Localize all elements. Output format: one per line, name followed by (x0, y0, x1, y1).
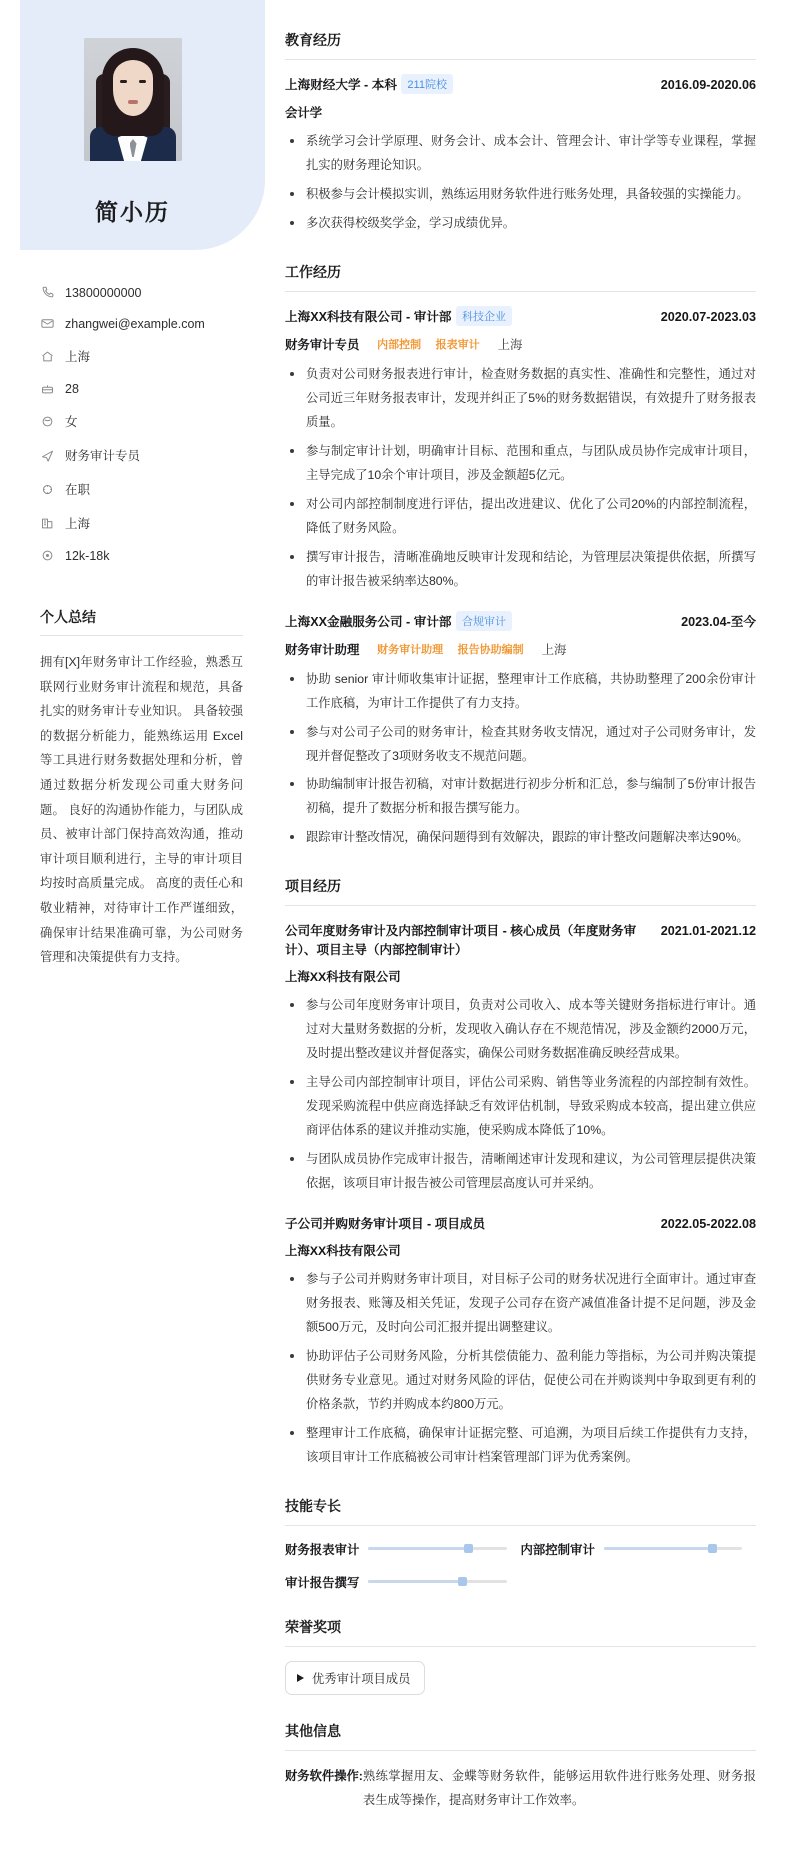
list-item: 积极参与会计模拟实训，熟练运用财务软件进行账务处理，具备较强的实操能力。 (285, 183, 756, 207)
project-company: 上海XX科技有限公司 (285, 1244, 401, 1259)
education-entry-header (285, 74, 756, 94)
summary-text: 拥有[X]年财务审计工作经验，熟悉互联网行业财务审计流程和规范，具备扎实的财务审计专业知识。 具备较强的数据分析能力，能熟练运用 Excel 等工具进行财务数据处理和分析，曾通过数据分析发现公司重大财务问题。 良好的沟通协作能力，与团队成员、被审计部门保持高效沟通，推动审计项目顺利进行，主导的审计项目均按时高质量完成。 高度的责任心和敬业精神，对待审计工作严谨细致，确保审计结果准确可靠，为公司财务管理和决策提供有力支持。 (40, 655, 243, 965)
summary-section (40, 607, 243, 970)
project-date: 2021.01-2021.12 (660, 924, 756, 939)
work-role-tag: 报告协助编制 (457, 643, 524, 656)
work-section (285, 262, 756, 851)
contact-value-hometown: 上海 (65, 350, 91, 364)
list-item: 对公司内部控制制度进行评估，提出改进建议、优化了公司20%的内部控制流程，降低了财务风险。 (285, 493, 756, 541)
play-triangle-icon (297, 1674, 304, 1682)
contact-value-city: 上海 (65, 517, 91, 531)
contact-value-position: 财务审计专员 (65, 449, 141, 463)
project-name: 公司年度财务审计及内部控制审计项目 - 核心成员（年度财务审计）、项目主导（内部控制审计） (285, 924, 637, 958)
skill-slider-knob[interactable] (708, 1544, 717, 1553)
contact-item-position (40, 446, 265, 464)
list-item: 多次获得校级奖学金，学习成绩优异。 (285, 212, 756, 236)
list-item: 撰写审计报告，清晰准确地反映审计发现和结论，为管理层决策提供依据，所撰写的审计报告被采纳率达80%。 (285, 546, 756, 594)
work-company: 上海XX金融服务公司 - 审计部 (285, 614, 452, 629)
contact-value-gender: 女 (65, 415, 78, 429)
other-section (285, 1721, 756, 1813)
work-bullets (285, 363, 756, 594)
list-item: 参与子公司并购财务审计项目，对目标子公司的财务状况进行全面审计。通过审查财务报表、账簿及相关凭证，发现子公司存在资产减值准备计提不足问题，涉及金额500万元，及时向公司汇报并提出调整建议。 (285, 1268, 756, 1340)
status-icon (40, 482, 55, 497)
education-entry (285, 74, 756, 236)
gender-icon (40, 414, 55, 429)
list-item: 参与对公司子公司的财务审计，检查其财务收支情况，通过对子公司财务审计，发现并督促整改了3项财务收支不规范问题。 (285, 721, 756, 769)
rocket-icon (40, 448, 55, 463)
other-value: 熟练掌握用友、金蝶等财务软件，能够运用软件进行账务处理、财务报表生成等操作，提高财务审计工作效率。 (362, 1768, 756, 1807)
contact-value-status: 在职 (65, 483, 91, 497)
contact-item-hometown (40, 347, 265, 365)
skill-slider-knob[interactable] (464, 1544, 473, 1553)
sidebar (0, 0, 265, 1869)
honor-chip[interactable] (285, 1661, 425, 1695)
work-role-tag: 内部控制 (377, 338, 422, 351)
projects-title: 项目经历 (285, 876, 756, 906)
contact-item-salary (40, 548, 265, 563)
list-item: 系统学习会计学原理、财务会计、成本会计、管理会计、审计学等专业课程，掌握扎实的财务理论知识。 (285, 130, 756, 178)
salary-icon (40, 548, 55, 563)
list-item: 与团队成员协作完成审计报告，清晰阐述审计发现和建议，为公司管理层提供决策依据，该项目审计报告被公司管理层高度认可并采纳。 (285, 1148, 756, 1196)
contact-item-status (40, 480, 265, 498)
honors-list (285, 1661, 756, 1695)
project-entry (285, 920, 756, 1196)
education-major: 会计学 (285, 106, 323, 120)
project-entry (285, 1213, 756, 1470)
skill-label: 财务报表审计 (285, 1542, 360, 1557)
avatar (84, 38, 182, 161)
skill-label: 审计报告撰写 (285, 1575, 360, 1590)
contact-value-age: 28 (65, 381, 79, 396)
work-location: 上海 (497, 337, 523, 352)
contact-value-email: zhangwei@example.com (65, 316, 205, 331)
main-content (265, 0, 794, 1869)
work-company: 上海XX科技有限公司 - 审计部 (285, 309, 452, 324)
contact-list (40, 285, 265, 563)
education-school: 上海财经大学 - 本科 (285, 78, 397, 92)
work-role-tag: 报表审计 (435, 338, 480, 351)
education-section (285, 30, 756, 236)
work-company-tag: 合规审计 (456, 611, 512, 631)
work-entry (285, 611, 756, 851)
honors-title: 荣誉奖项 (285, 1617, 756, 1647)
list-item: 协助编制审计报告初稿，对审计数据进行初步分析和汇总，参与编制了5份审计报告初稿，提升了数据分析和报告撰写能力。 (285, 773, 756, 821)
home-icon (40, 349, 55, 364)
work-entry-subheader (285, 335, 756, 354)
list-item: 参与制定审计计划，明确审计目标、范围和重点，与团队成员协作完成审计项目，主导完成了10余个审计项目，涉及金额超5亿元。 (285, 440, 756, 488)
work-title: 工作经历 (285, 262, 756, 292)
skills-title: 技能专长 (285, 1496, 756, 1526)
mail-icon (40, 316, 55, 331)
city-icon (40, 516, 55, 531)
education-bullets (285, 130, 756, 236)
skill-slider-fill (368, 1580, 462, 1583)
list-item: 主导公司内部控制审计项目，评估公司采购、销售等业务流程的内部控制有效性。发现采购流程中供应商选择缺乏有效评估机制，导致采购成本较高，提出建立供应商评估体系的建议并推动实施，使采购成本降低了10%。 (285, 1071, 756, 1143)
list-item: 整理审计工作底稿，确保审计证据完整、可追溯，为项目后续工作提供有力支持，该项目审计工作底稿被公司审计档案管理部门评为优秀案例。 (285, 1422, 756, 1470)
work-entry (285, 306, 756, 594)
work-bullets (285, 668, 756, 851)
work-location: 上海 (541, 642, 567, 657)
work-entry-header (285, 306, 756, 326)
phone-icon (40, 285, 55, 300)
list-item: 协助评估子公司财务风险，分析其偿债能力、盈利能力等指标，为公司并购决策提供财务专业意见。通过对财务风险的评估，促使公司在并购谈判中争取到更有利的价格条款，节约并购成本约800万元。 (285, 1345, 756, 1417)
education-title: 教育经历 (285, 30, 756, 60)
summary-title: 个人总结 (40, 607, 243, 636)
work-entry-subheader (285, 640, 756, 659)
contact-item-age (40, 381, 265, 396)
skill-item (521, 1540, 757, 1558)
other-item (285, 1765, 756, 1813)
list-item: 跟踪审计整改情况，确保问题得到有效解决，跟踪的审计整改问题解决率达90%。 (285, 826, 756, 850)
cake-icon (40, 381, 55, 396)
education-tag: 211院校 (401, 74, 453, 94)
work-company-tag: 科技企业 (456, 306, 512, 326)
work-role: 财务审计专员 (285, 337, 360, 352)
skill-slider[interactable] (368, 1547, 506, 1550)
work-role: 财务审计助理 (285, 642, 360, 657)
skill-slider[interactable] (368, 1580, 506, 1583)
list-item: 参与公司年度财务审计项目，负责对公司收入、成本等关键财务指标进行审计。通过对大量财务数据的分析，发现收入确认存在不规范情况，涉及金额约2000万元，及时提出整改建议并督促落实，确保公司财务数据准确反映经营成果。 (285, 994, 756, 1066)
skill-slider[interactable] (604, 1547, 742, 1550)
contact-value-phone: 13800000000 (65, 285, 142, 300)
contact-item-city (40, 514, 265, 532)
project-date: 2022.05-2022.08 (660, 1217, 756, 1232)
work-date: 2023.04-至今 (681, 614, 756, 629)
honors-section (285, 1617, 756, 1695)
skills-section (285, 1496, 756, 1591)
list-item: 负责对公司财务报表进行审计，检查财务数据的真实性、准确性和完整性，通过对公司近三年财务报表审计，发现并纠正了5%的财务数据错误，有效提升了财务报表质量。 (285, 363, 756, 435)
skill-item (285, 1540, 521, 1558)
other-title: 其他信息 (285, 1721, 756, 1751)
skill-slider-knob[interactable] (458, 1577, 467, 1586)
skill-label: 内部控制审计 (520, 1542, 595, 1557)
skill-item (285, 1573, 521, 1591)
projects-section (285, 876, 756, 1470)
work-entry-header (285, 611, 756, 631)
contact-item-email (40, 316, 265, 331)
project-entry-header (285, 1213, 756, 1232)
contact-item-gender (40, 412, 265, 430)
education-date: 2016.09-2020.06 (660, 78, 756, 92)
candidate-name: 简小历 (95, 199, 170, 225)
project-bullets (285, 994, 756, 1196)
avatar-container (0, 0, 265, 161)
skills-grid (285, 1540, 756, 1591)
contact-value-salary: 12k-18k (65, 548, 110, 563)
skill-slider-fill (604, 1547, 712, 1550)
project-company: 上海XX科技有限公司 (285, 970, 401, 985)
skill-slider-fill (368, 1547, 467, 1550)
project-entry-header (285, 920, 756, 958)
contact-item-phone (40, 285, 265, 300)
project-name: 子公司并购财务审计项目 - 项目成员 (285, 1217, 486, 1232)
work-role-tag: 财务审计助理 (377, 643, 444, 656)
project-bullets (285, 1268, 756, 1470)
list-item: 协助 senior 审计师收集审计证据，整理审计工作底稿，共协助整理了200余份审计工作底稿，为审计工作提供了有力支持。 (285, 668, 756, 716)
work-date: 2020.07-2023.03 (660, 309, 756, 324)
other-label: 财务软件操作: (285, 1768, 363, 1783)
honor-label: 优秀审计项目成员 (312, 1671, 411, 1686)
